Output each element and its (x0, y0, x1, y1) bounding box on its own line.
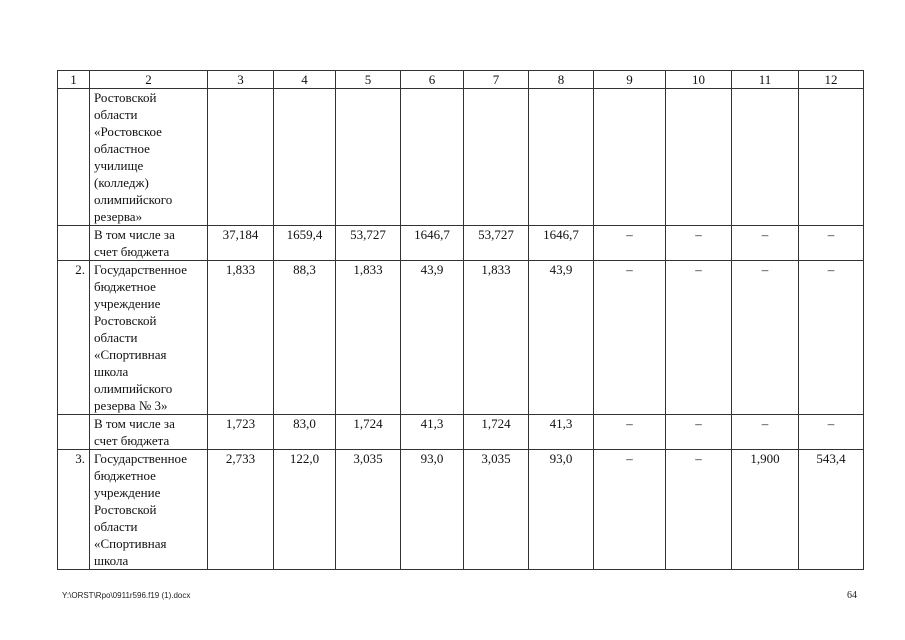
name-line: счет бюджета (94, 244, 170, 259)
name-line: олимпийского (94, 192, 173, 207)
value-cell-col-8: 41,3 (529, 415, 594, 450)
value-cell-col-6: 1646,7 (401, 226, 464, 261)
value-cell-col-5: 1,833 (336, 261, 401, 415)
value-cell-col-9 (594, 89, 666, 226)
column-header-7: 7 (464, 71, 529, 89)
name-line: школа (94, 553, 129, 568)
name-line: учреждение (94, 485, 161, 500)
row-name-cell (90, 89, 208, 226)
value-cell-col-8 (529, 89, 594, 226)
value-cell-col-7: 1,833 (464, 261, 529, 415)
value-cell-col-5: 3,035 (336, 450, 401, 570)
header-row (58, 71, 864, 89)
row-index-cell (58, 226, 90, 261)
column-header-2: 2 (90, 71, 208, 89)
value-cell-col-4: 88,3 (274, 261, 336, 415)
value-cell-col-3 (208, 89, 274, 226)
row-index-cell: 2. (58, 261, 90, 415)
table-row (58, 226, 864, 261)
row-index-cell (58, 89, 90, 226)
name-line: Государственное (94, 262, 187, 277)
value-cell-col-7: 1,724 (464, 415, 529, 450)
value-cell-col-8: 1646,7 (529, 226, 594, 261)
name-line: резерва» (94, 209, 143, 224)
data-table (57, 70, 864, 570)
column-header-4: 4 (274, 71, 336, 89)
value-cell-col-7 (464, 89, 529, 226)
table-row (58, 89, 864, 226)
column-header-6: 6 (401, 71, 464, 89)
value-cell-col-8: 93,0 (529, 450, 594, 570)
value-cell-col-3: 1,723 (208, 415, 274, 450)
name-line: области (94, 107, 138, 122)
row-index-cell: 3. (58, 450, 90, 570)
name-line: бюджетное (94, 279, 156, 294)
value-cell-col-10 (666, 89, 732, 226)
value-cell-col-5 (336, 89, 401, 226)
value-cell-col-9: – (594, 415, 666, 450)
value-cell-col-10: – (666, 450, 732, 570)
row-name-cell (90, 450, 208, 570)
name-line: В том числе за (94, 416, 175, 431)
name-line: В том числе за (94, 227, 175, 242)
column-header-5: 5 (336, 71, 401, 89)
name-line: школа (94, 364, 129, 379)
value-cell-col-4: 1659,4 (274, 226, 336, 261)
table-row (58, 415, 864, 450)
column-header-12: 12 (799, 71, 864, 89)
value-cell-col-6 (401, 89, 464, 226)
column-header-9: 9 (594, 71, 666, 89)
value-cell-col-4: 83,0 (274, 415, 336, 450)
value-cell-col-11: 1,900 (732, 450, 799, 570)
value-cell-col-11: – (732, 415, 799, 450)
value-cell-col-4: 122,0 (274, 450, 336, 570)
name-line: «Спортивная (94, 536, 167, 551)
name-line: области (94, 330, 138, 345)
name-line: учреждение (94, 296, 161, 311)
table-body (58, 71, 864, 570)
name-line: Государственное (94, 451, 187, 466)
column-header-11: 11 (732, 71, 799, 89)
value-cell-col-5: 1,724 (336, 415, 401, 450)
name-line: (колледж) (94, 175, 149, 190)
value-cell-col-4 (274, 89, 336, 226)
row-name-cell (90, 261, 208, 415)
name-line: «Спортивная (94, 347, 167, 362)
value-cell-col-6: 93,0 (401, 450, 464, 570)
table-row (58, 450, 864, 570)
table-row (58, 261, 864, 415)
value-cell-col-9: – (594, 261, 666, 415)
row-name-cell (90, 226, 208, 261)
value-cell-col-12 (799, 89, 864, 226)
value-cell-col-3: 1,833 (208, 261, 274, 415)
name-line: счет бюджета (94, 433, 170, 448)
value-cell-col-12: 543,4 (799, 450, 864, 570)
name-line: Ростовской (94, 502, 157, 517)
value-cell-col-12: – (799, 415, 864, 450)
column-header-10: 10 (666, 71, 732, 89)
value-cell-col-3: 2,733 (208, 450, 274, 570)
name-line: резерва № 3» (94, 398, 168, 413)
name-line: олимпийского (94, 381, 173, 396)
name-line: областное (94, 141, 150, 156)
name-line: «Ростовское (94, 124, 162, 139)
column-header-1: 1 (58, 71, 90, 89)
row-name-cell (90, 415, 208, 450)
value-cell-col-11: – (732, 261, 799, 415)
column-header-3: 3 (208, 71, 274, 89)
name-line: Ростовской (94, 313, 157, 328)
value-cell-col-12: – (799, 226, 864, 261)
name-line: Ростовской (94, 90, 157, 105)
row-index-cell (58, 415, 90, 450)
value-cell-col-8: 43,9 (529, 261, 594, 415)
name-line: бюджетное (94, 468, 156, 483)
value-cell-col-7: 3,035 (464, 450, 529, 570)
value-cell-col-6: 43,9 (401, 261, 464, 415)
value-cell-col-11 (732, 89, 799, 226)
value-cell-col-10: – (666, 415, 732, 450)
name-line: области (94, 519, 138, 534)
value-cell-col-10: – (666, 226, 732, 261)
value-cell-col-3: 37,184 (208, 226, 274, 261)
value-cell-col-9: – (594, 450, 666, 570)
value-cell-col-12: – (799, 261, 864, 415)
page-number: 64 (847, 590, 857, 601)
value-cell-col-7: 53,727 (464, 226, 529, 261)
footer-file-path: Y:\ORST\Rpo\0911r596.f19 (1).docx (62, 591, 191, 600)
value-cell-col-5: 53,727 (336, 226, 401, 261)
name-line: училище (94, 158, 144, 173)
value-cell-col-11: – (732, 226, 799, 261)
value-cell-col-9: – (594, 226, 666, 261)
column-header-8: 8 (529, 71, 594, 89)
value-cell-col-10: – (666, 261, 732, 415)
value-cell-col-6: 41,3 (401, 415, 464, 450)
